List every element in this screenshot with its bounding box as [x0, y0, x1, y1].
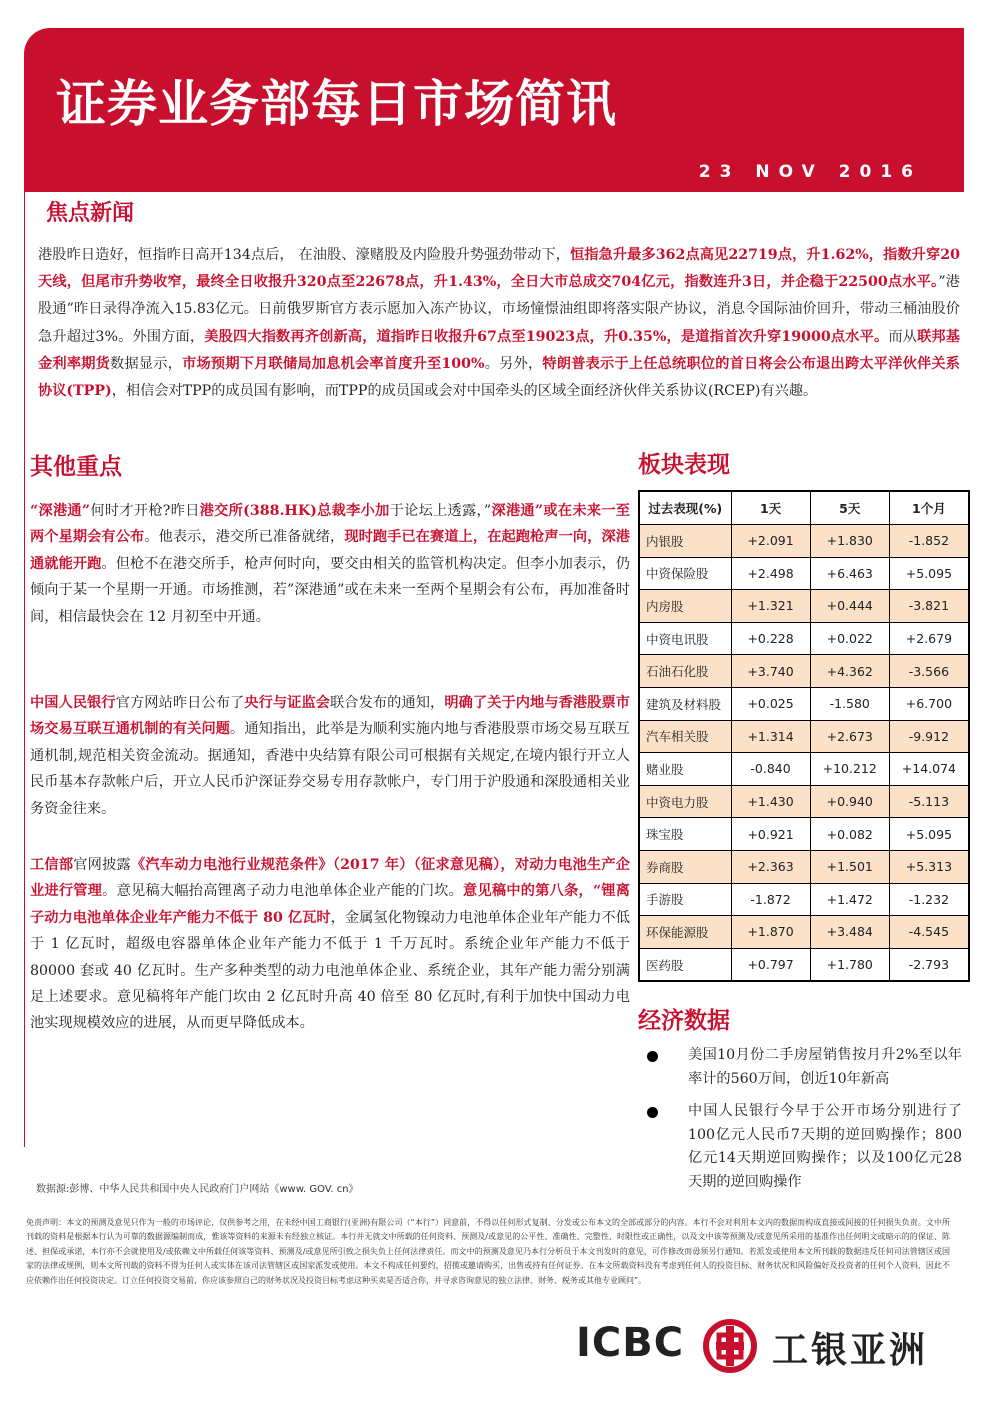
- table-row: [639, 883, 969, 916]
- highlighted-text: 联邦基金利率期货: [38, 328, 960, 372]
- table-row: [639, 525, 969, 558]
- value-5d: +0.082: [810, 818, 889, 851]
- value-1m: +5.313: [889, 850, 969, 883]
- other-highlights-title: 其他重点: [30, 454, 122, 480]
- table-header-row: [639, 491, 969, 525]
- table-row: [639, 687, 969, 720]
- value-1m: +2.679: [889, 622, 969, 655]
- header-period: 过去表现(%): [639, 491, 731, 525]
- value-1m: +5.095: [889, 818, 969, 851]
- sector-name: 中资电力股: [639, 785, 731, 818]
- list-item: [644, 1100, 962, 1194]
- value-5d: -1.580: [810, 687, 889, 720]
- value-1d: +2.363: [731, 850, 810, 883]
- table-row: [639, 916, 969, 949]
- value-5d: +10.212: [810, 753, 889, 786]
- value-1m: -4.545: [889, 916, 969, 949]
- table-row: [639, 785, 969, 818]
- value-1m: +5.095: [889, 557, 969, 590]
- sector-name: 中资电讯股: [639, 622, 731, 655]
- highlighted-text: 深港通”或在未来一至两个星期会有公布: [30, 503, 630, 546]
- left-divider: [24, 192, 25, 1147]
- value-1d: +0.025: [731, 687, 810, 720]
- economic-item-text: 中国人民银行今早于公开市场分别进行了100亿元人民币7天期的逆回购操作；800亿元14天期逆回购操作；以及100亿元28天期的逆回购操作: [688, 1103, 962, 1190]
- body-text: 。但枪不在港交所手，枪声何时向，要交由相关的监管机构决定。但李小加表示，仍倾向于某一个星期一开通。市场推测，若”深港通”或在未来一至两个星期会有公布，再加准备时间，相信最快会在 12 月初至中开通。: [30, 555, 630, 625]
- value-1d: +3.740: [731, 655, 810, 688]
- header-banner: [24, 28, 964, 192]
- value-1m: -1.852: [889, 525, 969, 558]
- economic-data-list: [644, 1044, 962, 1203]
- value-5d: +0.444: [810, 590, 889, 623]
- body-text: 数据显示，: [110, 355, 183, 372]
- value-1d: -1.872: [731, 883, 810, 916]
- body-text: 何时才开枪?昨日: [90, 503, 200, 519]
- value-1m: +6.700: [889, 687, 969, 720]
- table-row: [639, 590, 969, 623]
- body-text: 于论坛上透露，”: [389, 503, 492, 519]
- value-1d: +2.498: [731, 557, 810, 590]
- focus-news-body: [38, 242, 960, 405]
- body-text: 联合发布的通知，: [330, 695, 445, 711]
- value-5d: +0.940: [810, 785, 889, 818]
- highlighted-text: 现时跑手已在赛道上，在起跑枪声一向，深港通就能开跑: [30, 529, 630, 572]
- sector-name: 石油石化股: [639, 655, 731, 688]
- sector-name: 内银股: [639, 525, 731, 558]
- value-1m: -3.821: [889, 590, 969, 623]
- body-text: ，金属氢化物镍动力电池单体企业年产能力不低于 1 亿瓦时，超级电容器单体企业年产能力不低于 1 千万瓦时。系统企业年产能力不低于 80000 套或 40 亿瓦时。生产多种类型的动力电池单体企业、系统企业，其年产能力需分别满足上述要求。意见稿将年产能门坎由 2 亿瓦时升高 40 倍至 80 亿瓦时,有利于加快中国动力电池实现规模效应的进展，从而更早降低成本。: [30, 909, 630, 1032]
- value-1m: -1.232: [889, 883, 969, 916]
- table-row: [639, 557, 969, 590]
- sector-name: 赌业股: [639, 753, 731, 786]
- sector-name: 券商股: [639, 850, 731, 883]
- highlighted-text: 工信部: [30, 857, 74, 873]
- page-title: 证券业务部每日市场简讯: [56, 75, 617, 133]
- news-paragraph-pboc: [30, 690, 630, 822]
- body-text: 。意见稿大幅抬高锂离子动力电池单体企业产能的门坎。: [102, 883, 464, 900]
- value-1d: +0.228: [731, 622, 810, 655]
- value-1d: +1.321: [731, 590, 810, 623]
- table-row: [639, 720, 969, 753]
- sector-name: 医药股: [639, 948, 731, 981]
- value-5d: +6.463: [810, 557, 889, 590]
- table-row: [639, 818, 969, 851]
- value-5d: +1.501: [810, 850, 889, 883]
- body-text: 。他表示，港交所已准备就绪，: [144, 529, 345, 546]
- economic-data-title: 经济数据: [638, 1008, 730, 1034]
- value-1m: -3.566: [889, 655, 969, 688]
- sector-name: 手游股: [639, 883, 731, 916]
- body-text: 。另外，: [484, 355, 543, 372]
- icbc-emblem-icon: [702, 1318, 758, 1374]
- disclaimer-text: 免责声明：本文的预测及意见只作为一般的市场评论，仅供参考之用，在未经中国工商银行(亚洲)有限公司（“本行”）同意前，不得以任何形式复制、分发或公布本文的全部或部分的内容。本行不会对利用本文内的数据而构成直接或间接的任何损失负责。文中所刊载的资料是根据本行认为可靠的数据源编制而成，惟该等资料的来源未有经独立核证。本行并无就文中所载的任何资料、预测及/或意见的公平性、准确性、完整性、时限性或正确性，以及文中该等预测及/或意见所采用的基准作出任何明文或暗示的的保证、陈述、担保或承诺，本行亦不会就使用及/或依赖文中所载任何该等资料、预测及/或意见所引致之损失负上任何法律责任。而文中的预测及意见乃本行分析员于本文刊发时的意见，可作修改而毋须另行通知。若派发或使用本文所刊载的数据违反任何司法管辖区或国家的法律或规例，则本文所刊载的资料不得为任何人或实体在该司法管辖区或国家派发或使用。本文不构成任何要约，招揽或邀请购买，出售或持有任何证券。在本文所载资料没有考虑到任何人的投资目标、财务状况和风险偏好及投资者的任何个人资料，因此不应依赖作出任何投资决定。订立任何投资交易前，你应该参照自己的财务状况及投资目标考虑这种买卖是否适合你，并寻求咨询意见的独立法律、财务、税务或其他专业顾问”。: [26, 1218, 950, 1285]
- table-row: [639, 948, 969, 981]
- sector-name: 环保能源股: [639, 916, 731, 949]
- highlighted-text: 央行与证监会: [244, 695, 331, 711]
- highlighted-text: 意见稿中的第八条，“锂离子动力电池单体企业年产能力不低于 80 亿瓦时: [30, 883, 630, 926]
- value-1d: +2.091: [731, 525, 810, 558]
- icbc-asia-logo: [576, 1318, 962, 1378]
- list-item: [644, 1044, 962, 1091]
- table-row: [639, 850, 969, 883]
- highlighted-text: 特朗普表示于上任总统职位的首日将会公布退出跨太平洋伙伴关系协议(TPP): [38, 355, 960, 400]
- value-1m: -9.912: [889, 720, 969, 753]
- news-paragraph-battery: [30, 852, 630, 1037]
- value-5d: +1.780: [810, 948, 889, 981]
- sector-name: 汽车相关股: [639, 720, 731, 753]
- table-row: [639, 753, 969, 786]
- header-5d: 5天: [810, 491, 889, 525]
- sector-name: 建筑及材料股: [639, 687, 731, 720]
- header-1m: 1个月: [889, 491, 969, 525]
- sector-performance-table: [638, 490, 970, 982]
- header-1d: 1天: [731, 491, 810, 525]
- news-paragraph-shenzhen-connect: [30, 498, 630, 630]
- value-5d: +0.022: [810, 622, 889, 655]
- value-1d: +0.797: [731, 948, 810, 981]
- body-text: 港股昨日造好，恒指昨日高开134点后， 在油股、濠赌股及内险股升势强劲带动下，: [38, 247, 570, 263]
- table-row: [639, 622, 969, 655]
- value-1d: -0.840: [731, 753, 810, 786]
- sector-performance-title: 板块表现: [638, 452, 730, 478]
- focus-news-title: 焦点新闻: [46, 201, 135, 226]
- sector-name: 珠宝股: [639, 818, 731, 851]
- value-1d: +0.921: [731, 818, 810, 851]
- value-1m: -5.113: [889, 785, 969, 818]
- body-text: 。通知指出，此举是为顺利实施内地与香港股票市场交易互联互通机制,规范相关资金流动。据通知，香港中央结算有限公司可根据有关规定,在境内银行开立人民币基本存款帐户后，开立人民币沪深证券交易专用存款帐户，专门用于沪股通和深股通相关业务资金往来。: [30, 721, 630, 817]
- highlighted-text: 港交所(388.HK)总裁李小加: [199, 503, 390, 519]
- table-row: [639, 655, 969, 688]
- value-1d: +1.870: [731, 916, 810, 949]
- value-5d: +2.673: [810, 720, 889, 753]
- value-5d: +4.362: [810, 655, 889, 688]
- body-text: ，相信会对TPP的成员国有影响，而TPP的成员国或会对中国牵头的区域全面经济伙伴关系协议(RCEP)有兴趣。: [111, 383, 818, 400]
- logo-wordmark-en: ICBC: [576, 1320, 685, 1366]
- logo-wordmark-cn: 工银亚洲: [772, 1330, 929, 1371]
- body-text: 而从: [888, 328, 918, 345]
- highlighted-text: 美股四大指数再齐创新高，道指昨日收报升67点至19023点，升0.35%，是道指首次升穿19000点水平。: [204, 328, 889, 345]
- value-5d: +3.484: [810, 916, 889, 949]
- highlighted-text: 明确了关于内地与香港股票市场交易互联互通机制的有关问题: [30, 695, 630, 738]
- body-text: ”港股通”昨日录得净流入15.83亿元。日前俄罗斯官方表示愿加入冻产协议，市场憧憬油组即将落实限产协议，消息令国际油价回升，带动三桶油股价急升超过3%。外围方面，: [38, 274, 960, 345]
- bullet-icon: [647, 1051, 658, 1062]
- value-1m: +14.074: [889, 753, 969, 786]
- value-5d: +1.472: [810, 883, 889, 916]
- highlighted-text: 中国人民银行: [30, 695, 116, 711]
- data-source-note: 数据源:彭博、中华人民共和国中央人民政府门户网站《www. GOV. cn》: [36, 1184, 359, 1195]
- sector-name: 中资保险股: [639, 557, 731, 590]
- highlighted-text: 市场预期下月联储局加息机会率首度升至100%: [182, 355, 485, 372]
- highlighted-text: 《汽车动力电池行业规范条件》（2017 年）（征求意见稿），对动力电池生产企业进行管理: [30, 857, 630, 900]
- body-text: 官方网站昨日公布了: [115, 695, 245, 711]
- body-text: 官网披露: [73, 857, 131, 873]
- highlighted-text: 恒指急升最多362点高见22719点，升1.62%，指数升穿20天线，但尾市升势收窄，最终全日收报升320点至22678点，升1.43%，全日大市总成交704亿元，指数连升3日，并企稳于22500点水平。: [38, 247, 960, 291]
- value-5d: +1.830: [810, 525, 889, 558]
- value-1d: +1.430: [731, 785, 810, 818]
- value-1m: -2.793: [889, 948, 969, 981]
- bullet-icon: [647, 1107, 658, 1118]
- value-1d: +1.314: [731, 720, 810, 753]
- highlighted-text: “深港通”: [30, 503, 91, 519]
- sector-name: 内房股: [639, 590, 731, 623]
- economic-item-text: 美国10月份二手房屋销售按月升2%至以年率计的560万间，创近10年新高: [688, 1047, 962, 1087]
- report-date: 23 NOV 2016: [698, 162, 922, 182]
